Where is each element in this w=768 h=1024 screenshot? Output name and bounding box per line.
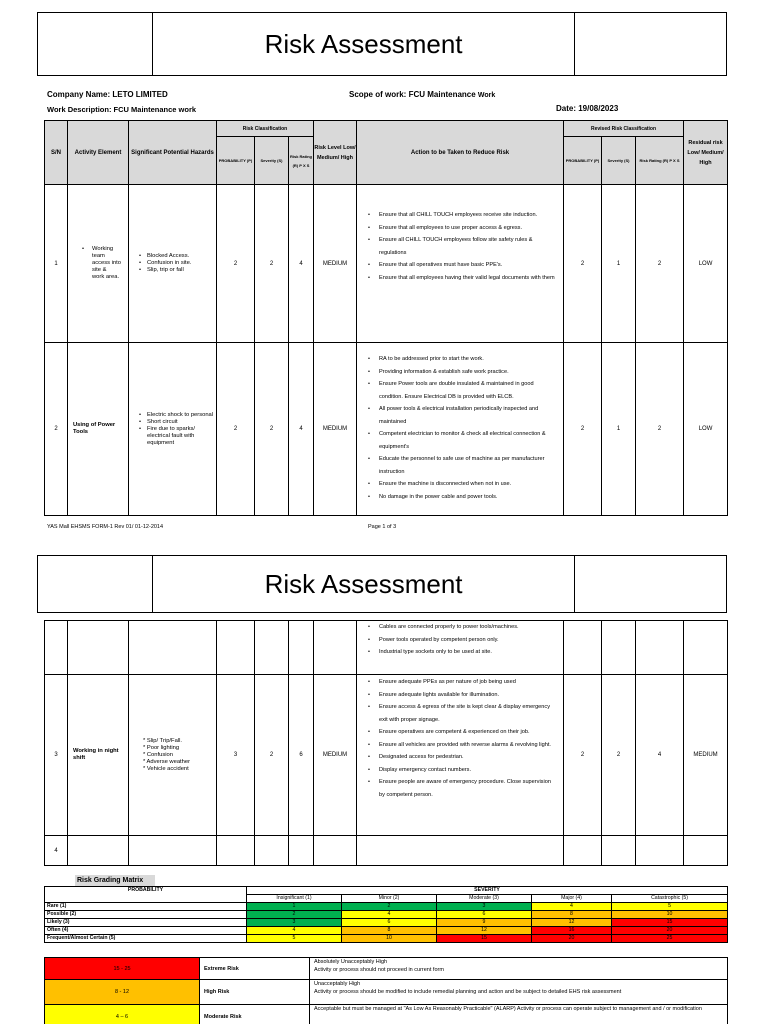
row3-rev-probability: 2 [564,675,602,836]
row3-sn: 3 [45,675,68,836]
logo-cell-right [575,556,726,612]
row2-hazards [129,343,217,516]
matrix-row [45,903,728,911]
matrix-cell: 20 [612,927,728,935]
matrix-cell: 20 [532,935,612,943]
table-row [45,836,728,866]
list-item: • Display emergency contact numbers. [365,764,557,777]
severity-col: Insignificant (1) [247,895,342,903]
logo-cell-left [38,13,153,75]
footer-form-id: YAS Mall EHSMS FORM-1 Rev 01/ 01-12-2014 [47,524,164,530]
row1-level: MEDIUM [314,185,357,343]
company-name: Company Name: LETO LIMITED [47,90,168,99]
list-item: • Ensure operatives are competent & experienced on their job. [365,726,557,739]
severity-col: Moderate (3) [437,895,532,903]
page1-title: Risk Assessment [153,13,576,75]
row2-rev-probability: 2 [564,343,602,516]
matrix-cell: 9 [437,919,532,927]
row3-rev-severity: 2 [602,675,636,836]
list-item: • Educate the personnel to safe use of machine as per manufacturer instruction [365,453,557,478]
risk-grading-matrix [44,886,728,943]
footer-page-number: Page 1 of 3 [368,524,397,530]
row3-hazards [129,675,217,836]
list-item: • Designated access for pedestrian. [365,751,557,764]
row2-rating: 4 [289,343,314,516]
list-item: • Ensure that all operatives must have basic PPE's. [365,259,557,272]
header-hazards: Significant Potential Hazards [129,121,217,185]
legend-body [45,958,728,1024]
row2-activity: Using of Power Tools [68,343,129,516]
matrix-row-label: Frequent/Almost Certain (5) [45,935,247,943]
severity-col: Catastrophic (5) [612,895,728,903]
risk-legend [44,957,728,1024]
scope-of-work [349,90,495,99]
list-item: • Fire due to sparks/ electrical fault with equipment [137,426,216,447]
list-item: • Ensure access & egress of the site is kept clear & display emergency exit with proper signage. [365,701,557,726]
list-item: • Providing information & establish safe work practice. [365,366,557,379]
row1-sn: 1 [45,185,68,343]
table-row [45,343,728,516]
matrix-probability-label: PROBABILITY [45,887,247,903]
header-rev-probability: PROBABILITY (P) [564,137,602,185]
list-item: * Slip/ Trip/Fall. [143,737,182,744]
row2-sn: 2 [45,343,68,516]
table-row [45,185,728,343]
work-description: Work Description: FCU Maintenance work [47,105,197,114]
matrix-title: Risk Grading Matrix [75,875,155,886]
matrix-severity-label: SEVERITY [247,887,728,895]
legend-description-line: Activity or process should not proceed in current form [314,967,444,973]
scope-text: Scope of work: FCU Maintenance [349,90,476,99]
header-probability: PROBABILITY (P) [217,137,255,185]
list-item: • Confusion in site. [137,260,216,267]
list-item: * Confusion [143,751,173,758]
row2-actions [357,343,564,516]
logo-cell-right [575,13,726,75]
list-item: • RA to be addressed prior to start the work. [365,353,557,366]
list-item: • Short circuit [137,419,216,426]
header-residual: Residual risk Low/ Medium/ High [684,121,728,185]
legend-description [310,980,728,1005]
list-item: • All power tools & electrical installation periodically inspected and maintained [365,403,557,428]
list-item: • Ensure adequate PPEs as per nature of job being used [365,676,557,689]
list-item: • Ensure that all employees having their valid legal documents with them [365,272,557,285]
header-risk-rating: Risk Rating (R) P X S [289,137,314,185]
list-item: • Slip, trip or fall [137,267,216,274]
list-item: • Ensure adequate lights available for illumination. [365,689,557,702]
row1-actions [357,185,564,343]
matrix-cell: 16 [532,927,612,935]
list-item: • Ensure that all CHILL TOUCH employees receive site induction. [365,209,557,222]
matrix-row-label: Often (4) [45,927,247,935]
page2-title: Risk Assessment [153,556,576,612]
severity-col: Minor (2) [342,895,437,903]
list-item: • Power tools operated by competent person only. [365,634,557,647]
list-item: • Ensure all CHILL TOUCH employees follow site safety rules & regulations [365,234,557,259]
legend-description-line: Acceptable but must be managed at "As Low As Reasonably Practicable" (ALARP) Activity or process can operate subject to management and / or modification [314,1006,702,1012]
matrix-cell: 12 [532,919,612,927]
severity-col: Major (4) [532,895,612,903]
legend-row [45,1005,728,1024]
row1-rev-severity: 1 [602,185,636,343]
row2-severity: 2 [255,343,289,516]
list-item: • Blocked Access. [137,253,216,260]
matrix-row [45,927,728,935]
list-item: * Vehicle accident [143,765,189,772]
matrix-cell: 6 [342,919,437,927]
list-item: • Ensure the machine is disconnected when not in use. [365,478,557,491]
matrix-cell: 4 [342,911,437,919]
legend-row [45,980,728,1005]
legend-name: Moderate Risk [200,1005,310,1024]
row3-probability: 3 [217,675,255,836]
list-item: * Poor lighting [143,744,180,751]
table-row [45,675,728,836]
legend-description [310,958,728,980]
matrix-body [45,903,728,943]
row3-rev-rating: 4 [636,675,684,836]
row1-severity: 2 [255,185,289,343]
row2-residual: LOW [684,343,728,516]
legend-description-line: Unacceptably High [314,981,361,987]
header-severity: Severity (S) [255,137,289,185]
matrix-cell: 15 [437,935,532,943]
legend-name: High Risk [200,980,310,1005]
row3-severity: 2 [255,675,289,836]
list-item: * Adverse weather [143,758,191,765]
scope-suffix: Work [477,92,496,99]
table-row [45,621,728,675]
row1-hazards [129,185,217,343]
matrix-cell: 4 [532,903,612,911]
matrix-cell: 3 [247,919,342,927]
row3-activity: Working in night shift [68,675,129,836]
row2-rev-rating: 2 [636,343,684,516]
matrix-cell: 10 [612,911,728,919]
legend-name: Extreme Risk [200,958,310,980]
row1-activity: • Working team access into site & work area. [68,185,129,343]
row2-probability: 2 [217,343,255,516]
matrix-cell: 12 [437,927,532,935]
page2-title-box [37,555,727,613]
matrix-cell: 8 [342,927,437,935]
risk-table-page1 [44,120,728,516]
list-item: • Competent electrician to monitor & check all electrical connection & equipment's [365,428,557,453]
row1-rev-rating: 2 [636,185,684,343]
list-item: • No damage in the power cable and power tools. [365,491,557,504]
matrix-cell: 5 [247,935,342,943]
legend-description-line: Absolutely Unacceptably High [314,959,388,965]
header-rev-rating: Risk Rating (R) P X S [636,137,684,185]
matrix-cell: 15 [612,919,728,927]
matrix-row-label: Possible (2) [45,911,247,919]
row1-rating: 4 [289,185,314,343]
matrix-row-label: Likely (3) [45,919,247,927]
matrix-cell: 4 [247,927,342,935]
date: Date: 19/08/2023 [556,104,619,113]
list-item: • Ensure that all employees to use proper access & egress. [365,222,557,235]
row1-probability: 2 [217,185,255,343]
row2-rev-severity: 1 [602,343,636,516]
matrix-cell: 8 [532,911,612,919]
legend-range: 8 - 12 [45,980,200,1005]
matrix-row-label: Rare (1) [45,903,247,911]
matrix-row [45,911,728,919]
matrix-row [45,935,728,943]
row3-level: MEDIUM [314,675,357,836]
header-sn: S/N [45,121,68,185]
legend-range: 15 - 25 [45,958,200,980]
matrix-cell: 10 [342,935,437,943]
matrix-cell: 25 [612,935,728,943]
matrix-cell: 6 [437,911,532,919]
matrix-cell: 2 [342,903,437,911]
row3-actions [357,675,564,836]
list-item: • Industrial type sockets only to be used at site. [365,646,557,659]
header-revised: Revised Risk Classification [564,121,684,137]
row2-level: MEDIUM [314,343,357,516]
matrix-cell: 2 [247,911,342,919]
header-activity: Activity Element [68,121,129,185]
list-item: • Ensure people are aware of emergency procedure. Close supervision by competent person. [365,776,557,801]
row3-rating: 6 [289,675,314,836]
legend-row [45,958,728,980]
matrix-cell: 3 [437,903,532,911]
list-item: • Ensure all vehicles are provided with reverse alarms & revolving light. [365,739,557,752]
row3-residual: MEDIUM [684,675,728,836]
list-item: • Electric shock to personal [137,412,216,419]
legend-description-line: Activity or process should be modified to include remedial planning and action and be subject to detailed EHS risk assessment [314,989,622,995]
header-risk-classification: Risk Classification [217,121,314,137]
row4-sn: 4 [45,836,68,866]
row1-residual: LOW [684,185,728,343]
page1-title-box [37,12,727,76]
list-item: • Ensure Power tools are double insulated & maintained in good condition. Ensure Electrical DB is provided with ELCB. [365,378,557,403]
header-action: Action to be Taken to Reduce Risk [357,121,564,185]
continued-actions [357,621,564,675]
legend-range: 4 – 6 [45,1005,200,1024]
matrix-cell: 5 [612,903,728,911]
logo-cell-left [38,556,153,612]
header-rev-severity: Severity (S) [602,137,636,185]
legend-description [310,1005,728,1024]
list-item: • Cables are connected properly to power tools/machines. [365,621,557,634]
matrix-cell: 1 [247,903,342,911]
header-risk-level: Risk Level Low/ Medium/ High [314,121,357,185]
matrix-row [45,919,728,927]
row1-rev-probability: 2 [564,185,602,343]
risk-table-page2 [44,620,728,866]
